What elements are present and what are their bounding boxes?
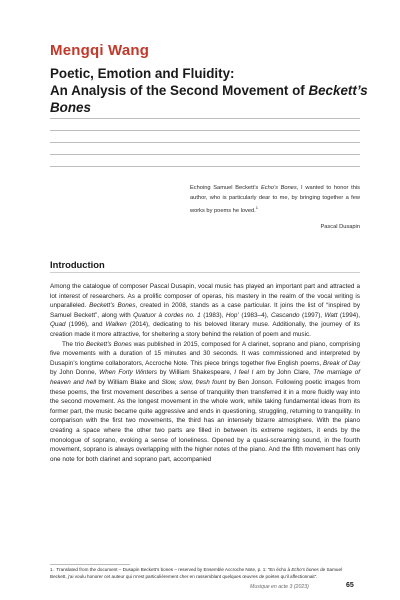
title-line-2: An Analysis of the Second Movement of Beckett’s Bones [50, 83, 368, 115]
epigraph-attribution: Pascal Dusapin [320, 224, 360, 230]
page-number: 65 [346, 582, 354, 589]
author-name: Mengqi Wang [50, 42, 150, 59]
section-divider [50, 272, 360, 273]
title-line-1: Poetic, Emotion and Fluidity: [50, 66, 235, 81]
footnote-number: 1. [50, 567, 54, 572]
footnote-divider [50, 564, 130, 565]
epigraph: Echoing Samuel Beckett’s Echo’s Bones, I wanted to honor this author, who is particularly dear to me, by bringing together a few works by poems he loved.$^1$ [190, 185, 360, 215]
journal-name: Musique en acte 3 (2023) [250, 584, 309, 590]
paragraph-1: Among the catalogue of composer Pascal Dusapin, vocal music has played an important part and attracted a lot interest of researchers. As a prolific composer of operas, his mastery in the realm of the vocal writing is unparalleled. Beckett’s Bones, created in 2008, stands as a case particular. It joins the list of “inspired by Samuel Beckett”, along with Quatuor à cordes no. 1 (1983), Hop’ (1983–4), Cascando (1997), Watt (1994), Quad (1996), and Walken (2014), dedicating to his beloved literary muse. Additionally, the journey of its creation made it more attractive, for sheltering a story behind the relation of poem and music. [50, 283, 361, 338]
paragraph-2: The trio Beckett’s Bones was published in 2015, composed for A clarinet, soprano and piano, comprising five movements with a duration of 15 minutes and 30 seconds. It was commissioned and interpreted by Dusapin’s longtime collaborators, Accroche Note. This piece brings together five English poems, Break of Day by John Donne, When Forty Winters by William Shakespeare, I feel I am by John Clare, The marriage of heaven and hell by William Blake and Slow, slow, fresh fount by Ben Jonson. Following poetic images from these poems, the first movement describes a sense of tranquility then transferred it in a more fluidly way into the second movement. As the longest movement in the whole work, while taking fundamental ideas from its former part, the music became quite aggressive and ends in questioning, struggling, returning to tranquility. In comparison with the first two movements, the third has an intensely bizarre atmosphere. With the piano creating a space where the other two parts are filled in between its extreme registers, it ends by the monologue of soprano, evoking a sense of loneliness. Opened by a quasi-screaming sound, in the fourth movement, soprano is always overlapping with the higher notes of the piano. And the fifth movement has only one note for both clarinet and soprano part, accompanied [50, 340, 361, 463]
section-heading: Introduction [50, 259, 105, 270]
body-text [50, 282, 360, 464]
article-title [50, 65, 380, 116]
footnote: 1. Translated from the document – Dusapin Beckett’s bones – reserved by Ensemble Accroche Note, p. 1: “En écho à Echo’s bones de Samuel Beckett, j’ai voulu honorer cet auteur qui m’est particulièrement cher en rassemblant quelques œuvres de poètes qu’il affectionnait”. [50, 567, 343, 579]
epigraph-note-ref[interactable]: 1 [255, 205, 258, 211]
title-work-name: Beckett’s Bones [50, 83, 368, 115]
music-staff-decoration [50, 118, 360, 178]
